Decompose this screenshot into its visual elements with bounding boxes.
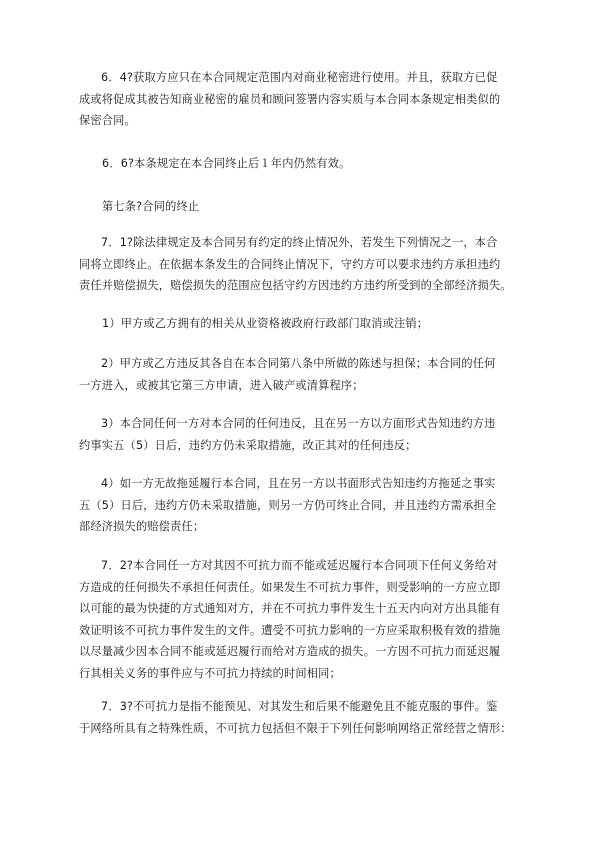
text-line: 保密合同。: [79, 114, 136, 127]
text-line: 7．3?不可抗力是指不能预见、对其发生和后果不能避免且不能克服的事件。鉴: [101, 700, 498, 713]
text-line: 责任并赔偿损失，赔偿损失的范围应包括守约方因违约方违约所受到的全部经济损失。: [79, 279, 512, 292]
text-line: 方造成的任何损失不承担任何责任。如果发生不可抗力事件，则受影响的一方应立即: [79, 580, 501, 594]
text-line: 同将立即终止。在依据本条发生的合同终止情况下，守约方可以要求违约方承担违约: [79, 257, 501, 271]
text-line: 以尽量减少因本合同不能或延迟履行而给对方造成的损失。一方因不可抗力而延迟履: [79, 645, 501, 658]
text-line: 成或将促成其被告知商业秘密的雇员和顾问签署内容实质与本合同本条规定相类似的: [79, 92, 501, 106]
text-line: 6．4?获取方应只在本合同规定范围内对商业秘密进行使用。并且，获取方已促: [101, 71, 498, 84]
paragraph-7-1: [79, 232, 529, 297]
text-line: 2）甲方或乙方违反其各自在本合同第八条中所做的陈述与担保；本合同的任何: [101, 357, 496, 370]
text-line: 一方进入，或被其它第三方申请，进入破产或清算程序；: [79, 378, 364, 392]
text-line: 7．2?本合同任一方对其因不可抗力而不能或延迟履行本合同项下任何义务给对: [101, 559, 498, 572]
section-heading-article-7: 第七条?合同的终止: [102, 200, 200, 213]
paragraph-7-2: [79, 555, 529, 684]
text-line: 行其相关义务的事件应与不可抗力持续的时间相同；: [79, 666, 341, 680]
text-line: 约事实五（5）日后，违约方仍未采取措施，改正其对的任何违反；: [79, 438, 417, 452]
text-line: 以可能的最为快捷的方式通知对方，并在不可抗力事件发生十五天内向对方出具能有: [79, 602, 501, 615]
list-item-2: [79, 353, 529, 396]
paragraph-6-6: 6．6?本条规定在本合同终止后１年内仍然有效。: [102, 157, 351, 170]
text-line: 3）本合同任何一方对本合同的任何违反，且在另一方以方面形式告知违约方违: [101, 417, 496, 430]
list-item-1: 1）甲方或乙方拥有的相关从业资格被政府行政部门取消或注销；: [102, 317, 429, 330]
text-line: 部经济损失的赔偿责任；: [79, 520, 205, 533]
text-line: 五（5）日后，违约方仍未采取措施，则另一方仍可终止合同，并且违约方需承担全: [79, 498, 497, 512]
text-line: 4）如一方无故拖延履行本合同，且在另一方以书面形式告知违约方拖延之事实: [101, 477, 496, 490]
paragraph-6-4: [79, 67, 529, 132]
list-item-3: [79, 413, 529, 456]
list-item-4: [79, 473, 529, 538]
text-line: 7．1?除法律规定及本合同另有约定的终止情况外，若发生下列情况之一，本合: [101, 236, 498, 249]
text-line: 效证明该不可抗力事件发生的文件。遭受不可抗力影响的一方应采取积极有效的措施: [79, 623, 501, 637]
text-line: 于网络所具有之特殊性质，不可抗力包括但不限于下列任何影响网络正常经营之情形：: [79, 721, 512, 735]
paragraph-7-3: [79, 696, 529, 739]
